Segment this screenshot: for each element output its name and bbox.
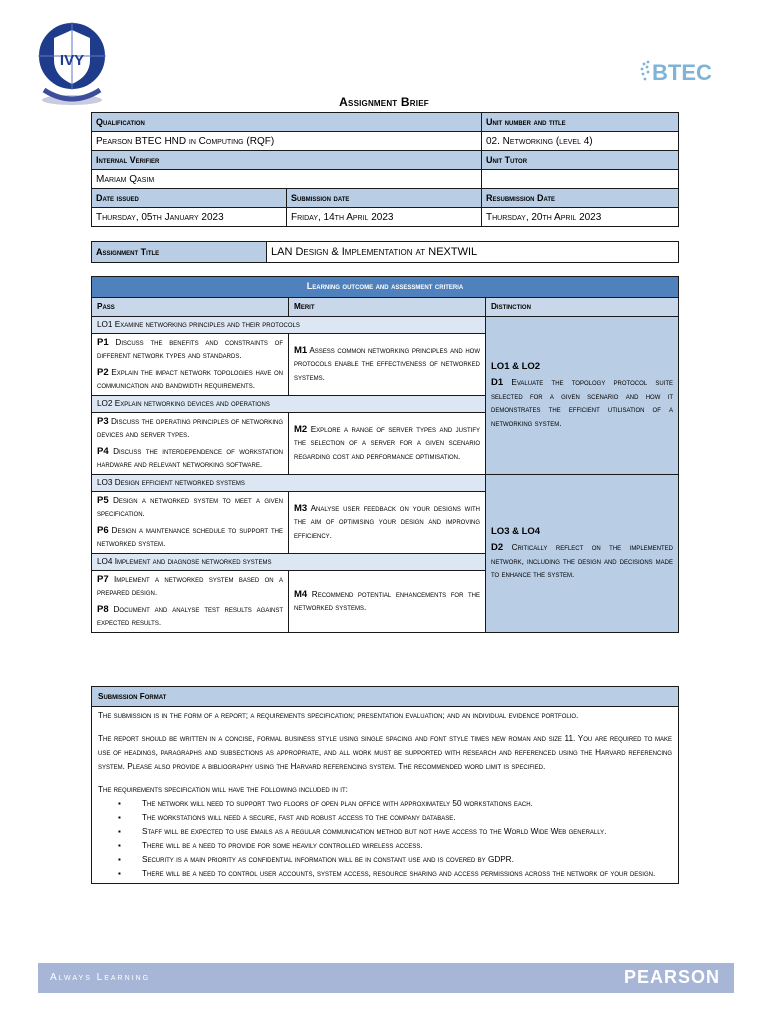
p1-p2-cell	[92, 333, 289, 395]
p8-text: Document and analyse test results against expected results.	[97, 604, 283, 627]
criteria-heading: Learning outcome and assessment criteria	[92, 277, 679, 298]
p1-text: Discuss the benefits and constraints of different network types and standards.	[97, 337, 283, 360]
resubmission-date-label: Resubmission Date	[482, 189, 679, 208]
list-item: ▪ The workstations will need a secure, fast and robust access to the company database.	[142, 811, 672, 825]
assignment-title-table	[91, 241, 679, 263]
m1-text: Assess common networking principles and how protocols enable the effectiveness of networked systems.	[294, 345, 480, 382]
m2-code: M2	[294, 423, 308, 435]
assignment-title-label: Assignment Title	[92, 242, 267, 263]
ivy-logo-text: IVY	[59, 52, 85, 69]
lo1-row: LO1 Examine networking principles and their protocols	[92, 316, 486, 333]
m4-cell	[289, 570, 486, 632]
m1-cell	[289, 333, 486, 395]
btec-logo	[636, 56, 736, 88]
list-item: ▪ There will be a need to provide for some heavily controlled wireless access.	[142, 839, 672, 853]
tutor-label: Unit Tutor	[482, 151, 679, 170]
p1-code: P1	[97, 336, 109, 348]
lo4-row: LO4 Implement and diagnose networked systems	[92, 553, 486, 570]
p5-text: Design a networked system to meet a given specification.	[97, 495, 283, 518]
footer-bar	[38, 963, 734, 993]
p6-code: P6	[97, 524, 109, 536]
lo3-row: LO3 Design efficient networked systems	[92, 474, 486, 491]
p3-code: P3	[97, 415, 109, 427]
submission-format-body	[92, 707, 679, 884]
lo34-label: LO3 & LO4	[491, 525, 541, 537]
distinction-header: Distinction	[486, 298, 679, 317]
p8-code: P8	[97, 603, 109, 615]
m2-cell	[289, 412, 486, 474]
d2-code: D2	[491, 542, 504, 553]
submission-para-3: The requirements specification will have the following included in it:	[98, 785, 348, 794]
d1-code: D1	[491, 377, 504, 389]
unit-label: Unit number and title	[482, 113, 679, 132]
unit-value: 02. Networking (level 4)	[482, 132, 679, 151]
list-item: ▪ There will be a need to control user accounts, system access, resource sharing and access permissions across the network of your design.	[142, 867, 672, 881]
ivy-logo	[30, 14, 114, 106]
p4-code: P4	[97, 445, 109, 457]
pass-header: Pass	[92, 298, 289, 317]
verifier-value: Mariam Qasim	[92, 170, 482, 189]
p6-text: Design a maintenance schedule to support the networked system.	[97, 525, 283, 548]
document-title: Assignment Brief	[339, 95, 429, 109]
merit-header: Merit	[289, 298, 486, 317]
submission-date-value: Friday, 14th April 2023	[287, 208, 482, 227]
date-issued-value: Thursday, 05th January 2023	[92, 208, 287, 227]
footer-tagline: Always Learning	[50, 972, 151, 983]
lo2-row: LO2 Explain networking devices and operations	[92, 395, 486, 412]
assignment-title-value: LAN Design & Implementation at NEXTWIL	[267, 242, 679, 263]
criteria-table	[91, 276, 679, 633]
distinction-d2-cell	[486, 474, 679, 632]
m4-code: M4	[294, 588, 308, 600]
list-item: ▪ Security is a main priority as confidential information will be in constant use and is covered by GDPR.	[142, 853, 672, 867]
qualification-label: Qualification	[92, 113, 482, 132]
m3-text: Analyse user feedback on your designs with the aim of optimising your design and improving efficiency.	[294, 503, 480, 540]
m2-text: Explore a range of server types and justify the selection of a server for a given scenario regarding cost and performance optimisation.	[294, 424, 480, 461]
p4-text: Discuss the interdependence of workstation hardware and relevant networking software.	[97, 446, 283, 469]
lo12-label: LO1 & LO2	[491, 360, 541, 372]
qualification-value: Pearson BTEC HND in Computing (RQF)	[92, 132, 482, 151]
m3-code: M3	[294, 502, 308, 514]
submission-para-1: The submission is in the form of a report; a requirements specification; presentation evaluation; and an individual evidence portfolio.	[98, 711, 579, 720]
d2-text: Critically reflect on the implemented network, including the design and decisions made to enhance the system.	[491, 543, 673, 579]
m1-code: M1	[294, 344, 308, 356]
p3-p4-cell	[92, 412, 289, 474]
d1-text: Evaluate the topology protocol suite selected for a given scenario and how it demonstrates the efficient utilisation of a networking system.	[491, 378, 673, 428]
resubmission-date-value: Thursday, 20th April 2023	[482, 208, 679, 227]
p3-text: Discuss the operating principles of networking devices and server types.	[97, 416, 283, 439]
list-item: ▪ Staff will be expected to use emails as a regular communication method but not have access to the World Wide Web generally.	[142, 825, 672, 839]
m4-text: Recommend potential enhancements for the networked systems.	[294, 589, 480, 612]
distinction-d1-cell	[486, 316, 679, 474]
submission-format-table	[91, 686, 679, 884]
submission-format-heading: Submission Format	[92, 687, 679, 707]
requirements-list	[98, 797, 672, 881]
p2-code: P2	[97, 366, 109, 378]
p7-text: Implement a networked system based on a prepared design.	[97, 574, 284, 597]
m3-cell	[289, 491, 486, 553]
p2-text: Explain the impact network topologies have on communication and bandwidth requirements.	[97, 367, 283, 390]
btec-logo-text: BTEC	[652, 60, 712, 85]
p5-p6-cell	[92, 491, 289, 553]
p7-code: P7	[97, 573, 109, 585]
p7-p8-cell	[92, 570, 289, 632]
pearson-logo: PEARSON	[623, 967, 720, 987]
verifier-label: Internal Verifier	[92, 151, 482, 170]
submission-date-label: Submission date	[287, 189, 482, 208]
tutor-value	[482, 170, 679, 189]
list-item: ▪ The network will need to support two floors of open plan office with approximately 50 workstations each.	[142, 797, 672, 811]
date-issued-label: Date issued	[92, 189, 287, 208]
info-table	[91, 112, 679, 227]
submission-para-2: The report should be written in a concise, formal business style using single spacing and font style times new roman and size 11. You are required to make use of headings, paragraphs and subsections as appropriate, and all work must be supported with research and referenced using the Harvard referencing system. Please also provide a bibliography using the Harvard referencing system. The recommended word limit is specified.	[98, 734, 672, 771]
p5-code: P5	[97, 494, 109, 506]
